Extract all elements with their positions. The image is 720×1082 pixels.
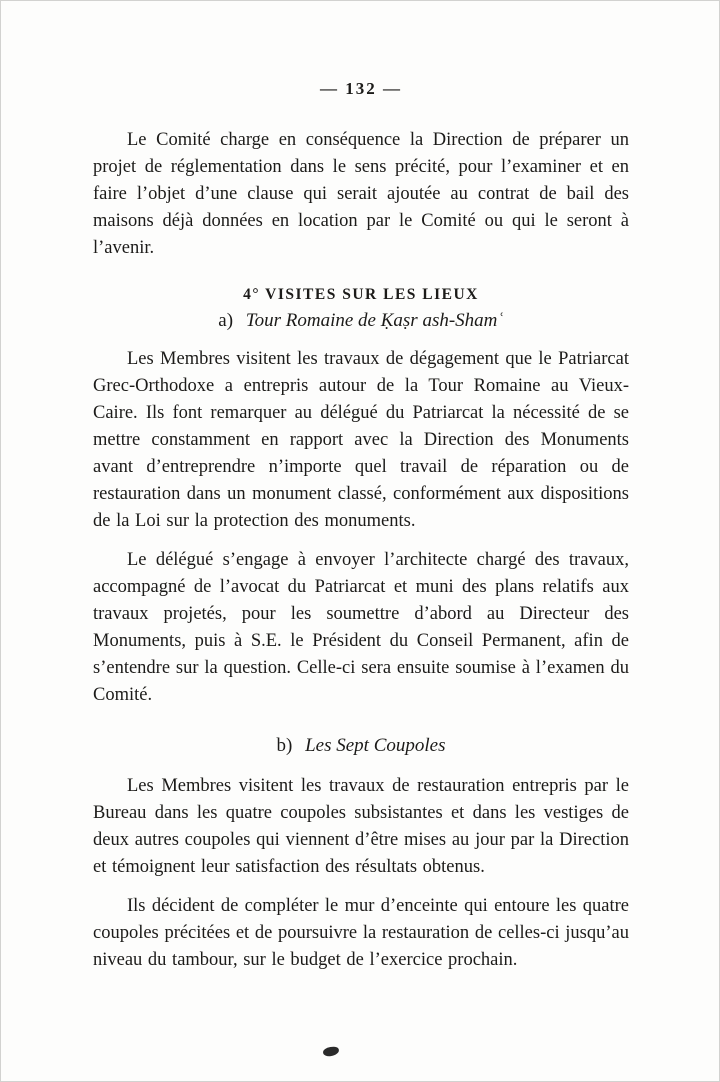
page-number: — 132 —	[320, 79, 402, 98]
section-heading: 4° VISITES SUR LES LIEUX	[243, 286, 479, 303]
paragraph: Ils décident de compléter le mur d’enceinte qui entoure les quatre coupoles précitées et de poursuivre la restauration de celles-ci jusqu’au niveau du tambour, sur le budget de l’exercice prochain.	[93, 896, 629, 970]
paragraph: Les Membres visitent les travaux de restauration entrepris par le Bureau dans les quatre coupoles subsistantes et dans les vestiges de deux autres coupoles qui viennent d’être mises au jour par la Direction et témoignent leur satisfaction des résultats obtenus.	[93, 776, 629, 877]
subheading-a-title: Tour Romaine de Ḳaṣr ash-Shamʿ	[245, 310, 504, 331]
subheading-b-title: Les Sept Coupoles	[305, 735, 446, 756]
subheading-b-label: b)	[276, 735, 293, 756]
subheading-b	[93, 735, 629, 757]
paragraph: Les Membres visitent les travaux de dégagement que le Patriarcat Grec-Orthodoxe a entrepris autour de la Tour Romaine au Vieux-Caire. Ils font remarquer au délégué du Patriarcat la nécessité de se mettre constamment en rapport avec la Direction des Monuments avant d’entreprendre n’importe quel travail de réparation ou de restauration dans un monument classé, conformément aux dispositions de la Loi sur la protection des monuments.	[93, 349, 629, 531]
subheading-a-label: a)	[218, 310, 234, 331]
paragraph: Le délégué s’engage à envoyer l’architecte chargé des travaux, accompagné de l’avocat du Patriarcat et muni des plans relatifs aux travaux projetés, pour les soumettre d’abord au Directeur des Monuments, puis à S.E. le Président du Conseil Permanent, afin de s’entendre sur la question. Celle-ci sera ensuite soumise à l’examen du Comité.	[93, 550, 629, 705]
paragraph-intro: Le Comité charge en conséquence la Direction de préparer un projet de réglementation dans le sens précité, pour l’examiner et en faire l’objet d’une clause qui serait ajoutée au contrat de bail des maisons déjà données en location par le Comité ou qui le seront à l’avenir.	[93, 130, 629, 258]
subheading-a	[93, 310, 629, 332]
scan-artifact-mark	[322, 1046, 339, 1057]
